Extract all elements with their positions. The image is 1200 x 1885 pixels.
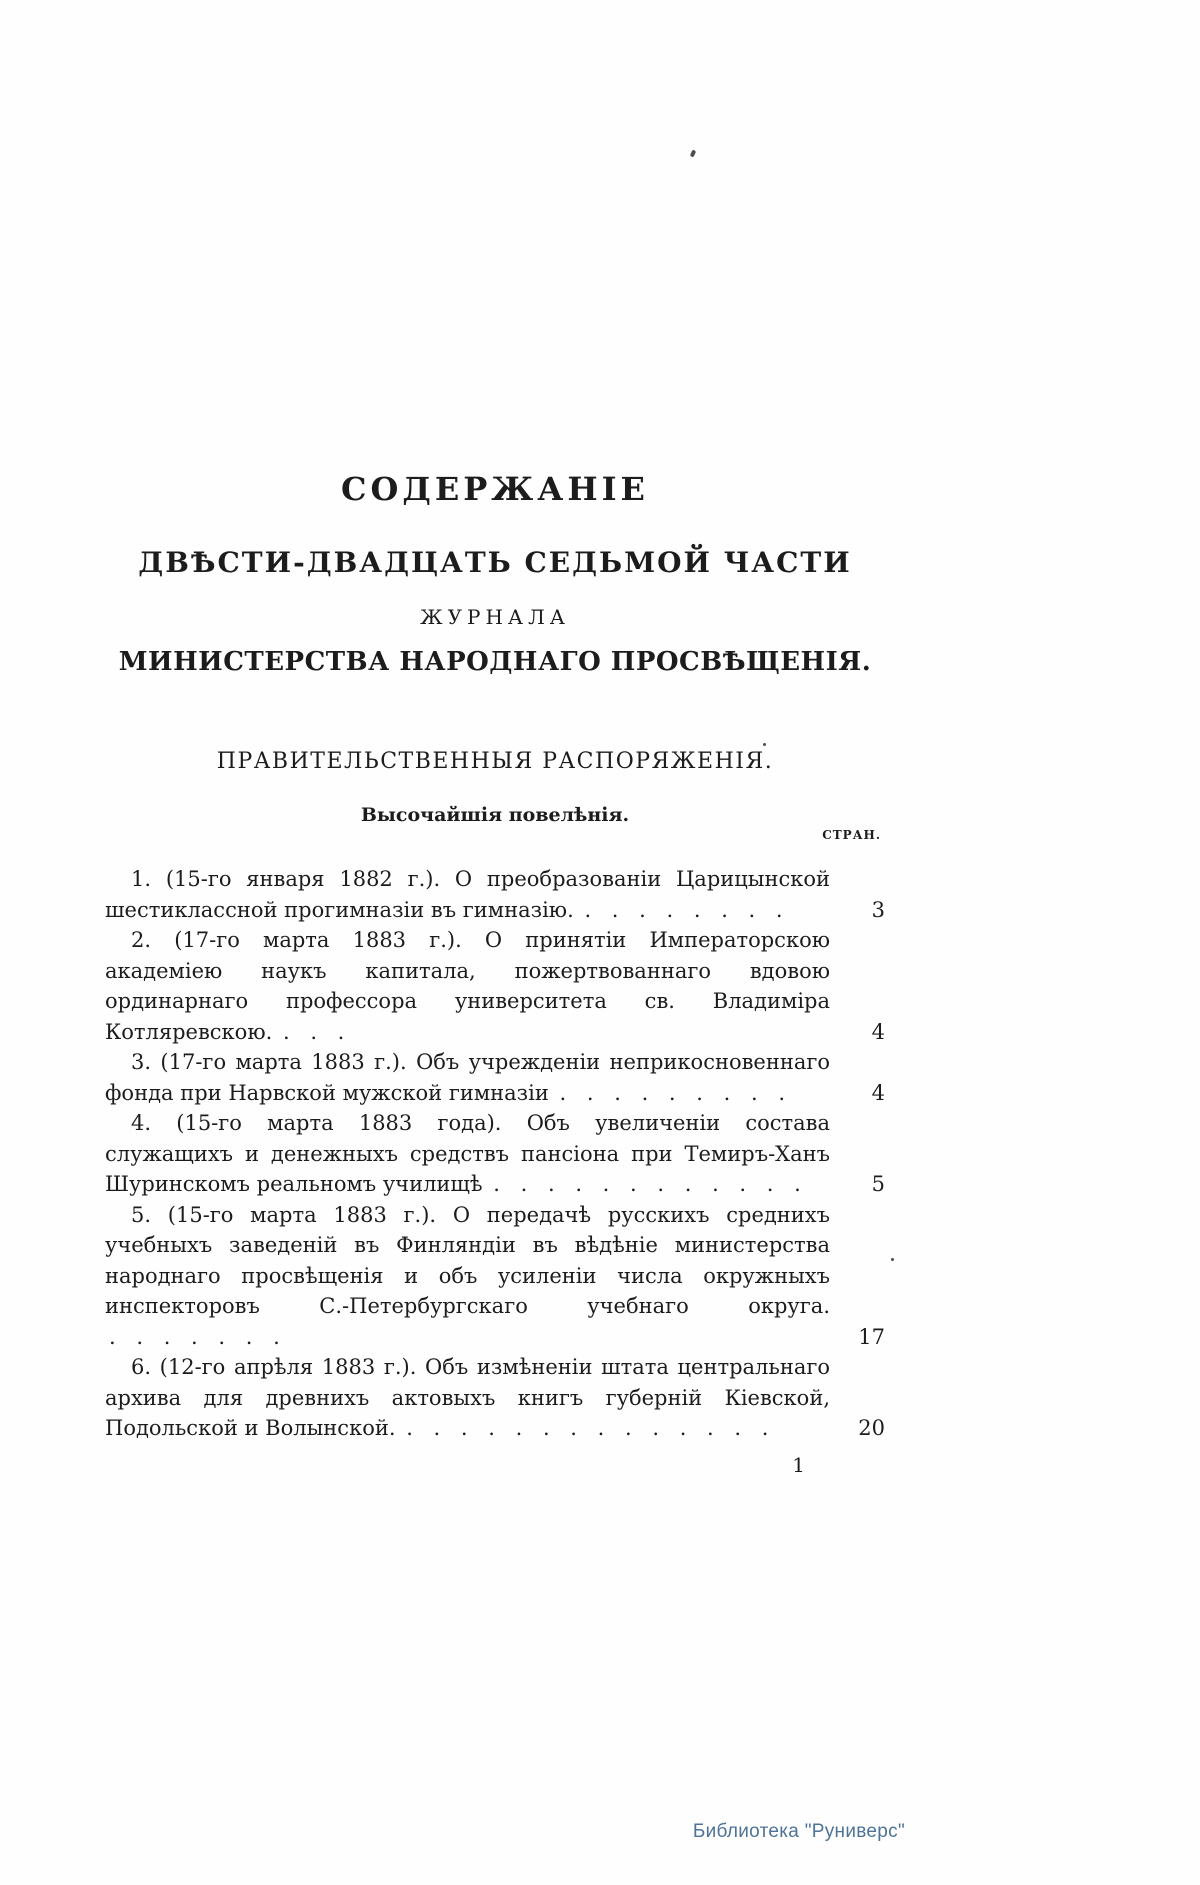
volume-heading: ДВѢСТИ-ДВАДЦАТЬ СЕДЬМОЙ ЧАСТИ: [138, 546, 852, 579]
contents-title: СОДЕРЖАНІЕ: [341, 470, 649, 508]
toc-entry: [105, 864, 885, 925]
toc-entry-text: 1. (15-го января 1882 г.). О преобразованіи Царицынской шестиклассной прогимназіи въ гимназію.: [105, 867, 830, 922]
dot-leader: . . . . . . .: [109, 1324, 287, 1349]
toc-entry-text: 4. (15-го марта 1883 года). Объ увеличеніи состава служащихъ и денежныхъ средствъ пансіона при Темиръ-Ханъ Шуринскомъ реальномъ училищѣ: [105, 1111, 830, 1196]
toc-entry-text: 6. (12-го апрѣля 1883 г.). Объ измѣненіи штата центральнаго архива для древнихъ актовыхъ книгъ губерній Кіевской, Подольской и Волынской.: [105, 1355, 830, 1440]
toc-entry: [105, 1200, 885, 1353]
toc-entry-page-number: 4: [871, 1019, 885, 1044]
journal-word: ЖУРНАЛА: [420, 605, 570, 629]
subsection-heading: Высочайшія повелѣнія.: [360, 804, 630, 826]
dot-leader: . . . . . . . . .: [559, 1080, 793, 1105]
toc-entry: [105, 1352, 885, 1444]
toc-entry-page-number: 4: [871, 1080, 885, 1105]
dot-leader: . . . . . . . .: [584, 897, 790, 922]
toc-entry-text: 5. (15-го марта 1883 г.). О передачѣ русскихъ среднихъ учебныхъ заведеній въ Финляндіи въ вѣдѣніе министерства народнаго просвѣщенія и объ усиленіи числа окружныхъ инспекторовъ С.-Петербургскаго учебнаго округа.: [105, 1202, 830, 1318]
toc-entry-page-number: 20: [858, 1416, 885, 1440]
scan-artifact-speck: [690, 149, 697, 157]
toc-entry-page-number: 5: [871, 1172, 885, 1196]
dot-leader: . . .: [282, 1019, 352, 1044]
library-watermark: Библиотека "Руниверс": [692, 1821, 905, 1842]
toc-entry-text: 3. (17-го марта 1883 г.). Объ учрежденіи неприкосновеннаго фонда при Нарвской мужской гимназіи: [105, 1050, 830, 1105]
toc-entry: [105, 1047, 885, 1108]
toc-entry: [105, 1108, 885, 1200]
toc-entry-list: [105, 864, 885, 1480]
printer-signature-mark: 1: [792, 1452, 805, 1477]
dot-leader: . . . . . . . . . . . .: [493, 1172, 808, 1196]
scan-artifact-speck: [891, 1258, 894, 1261]
page-column-label: СТРАН.: [822, 828, 881, 842]
toc-entry-text: 2. (17-го марта 1883 г.). О принятіи Императорскою академіею наукъ капитала, пожертвованнаго вдовою ординарнаго профессора университета св. Владиміра Котляревскою.: [105, 928, 830, 1044]
section-heading: ПРАВИТЕЛЬСТВЕННЫЯ РАСПОРЯЖЕНІЯ.: [216, 749, 774, 774]
toc-entry: [105, 925, 885, 1047]
page-content: [105, 470, 885, 1480]
journal-name-heading: МИНИСТЕРСТВА НАРОДНАГО ПРОСВѢЩЕНІЯ.: [118, 647, 872, 677]
dot-leader: . . . . . . . . . . . . . .: [406, 1416, 776, 1440]
toc-entry-page-number: 3: [871, 897, 885, 922]
toc-entry-page-number: 17: [858, 1324, 885, 1349]
